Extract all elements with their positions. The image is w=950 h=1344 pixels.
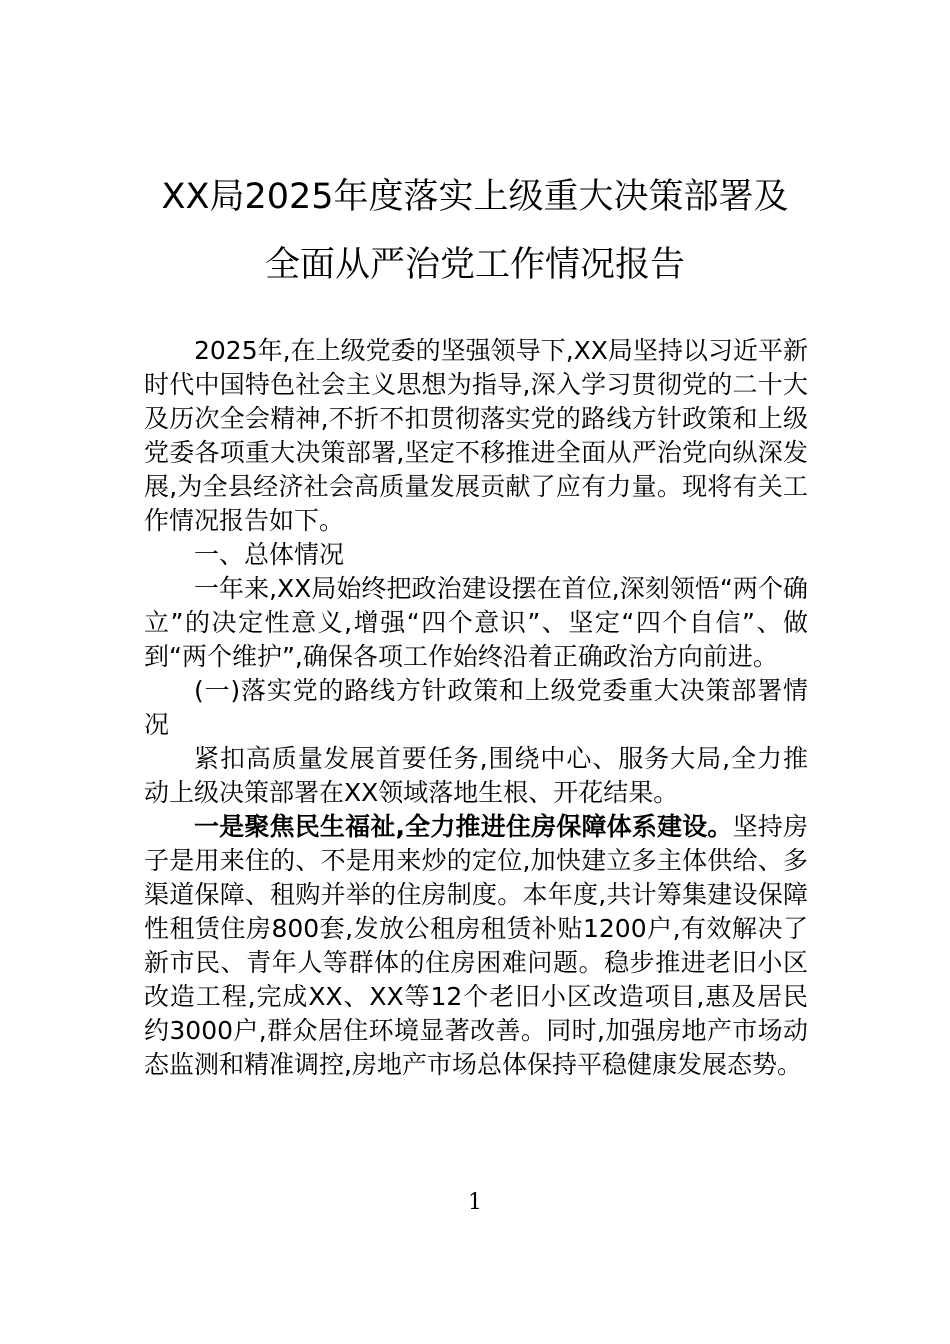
document-title-line-1: XX局2025年度落实上级重大决策部署及 bbox=[161, 177, 789, 217]
subsection-heading-policy: (一)落实党的路线方针政策和上级党委重大决策部署情况 bbox=[144, 676, 808, 739]
section-heading-overall: 一、总体情况 bbox=[194, 540, 345, 569]
page-number: 1 bbox=[468, 1190, 482, 1215]
document-title-line-2: 全面从严治党工作情况报告 bbox=[264, 245, 685, 285]
housing-lead-sentence: 一是聚焦民生福祉,全力推进住房保障体系建设。 bbox=[194, 812, 733, 841]
overview-paragraph: 一年来,XX局始终把政治建设摆在首位,深刻领悟“两个确立”的决定性意义,增强“四个意识”、坚定“四个自信”、做到“两个维护”,确保各项工作始终沿着正确政治方向前进。 bbox=[144, 574, 808, 671]
housing-paragraph bbox=[144, 810, 808, 1082]
document-body bbox=[144, 334, 808, 1082]
policy-paragraph: 紧扣高质量发展首要任务,围绕中心、服务大局,全力推动上级决策部署在XX领域落地生根、开花结果。 bbox=[144, 744, 808, 807]
intro-paragraph: 2025年,在上级党委的坚强领导下,XX局坚持以习近平新时代中国特色社会主义思想为指导,深入学习贯彻党的二十大及历次全会精神,不折不扣贯彻落实党的路线方针政策和上级党委各项重大决策部署,坚定不移推进全面从严治党向纵深发展,为全县经济社会高质量发展贡献了应有力量。现将有关工作情况报告如下。 bbox=[144, 336, 808, 535]
housing-body-text: 坚持房子是用来住的、不是用来炒的定位,加快建立多主体供给、多渠道保障、租购并举的住房制度。本年度,共计筹集建设保障性租赁住房800套,发放公租房租赁补贴1200户,有效解决了新市民、青年人等群体的住房困难问题。稳步推进老旧小区改造工程,完成XX、XX等12个老旧小区改造项目,惠及居民约3000户,群众居住环境显著改善。同时,加强房地产市场动态监测和精准调控,房地产市场总体保持平稳健康发展态势。 bbox=[144, 812, 808, 1079]
